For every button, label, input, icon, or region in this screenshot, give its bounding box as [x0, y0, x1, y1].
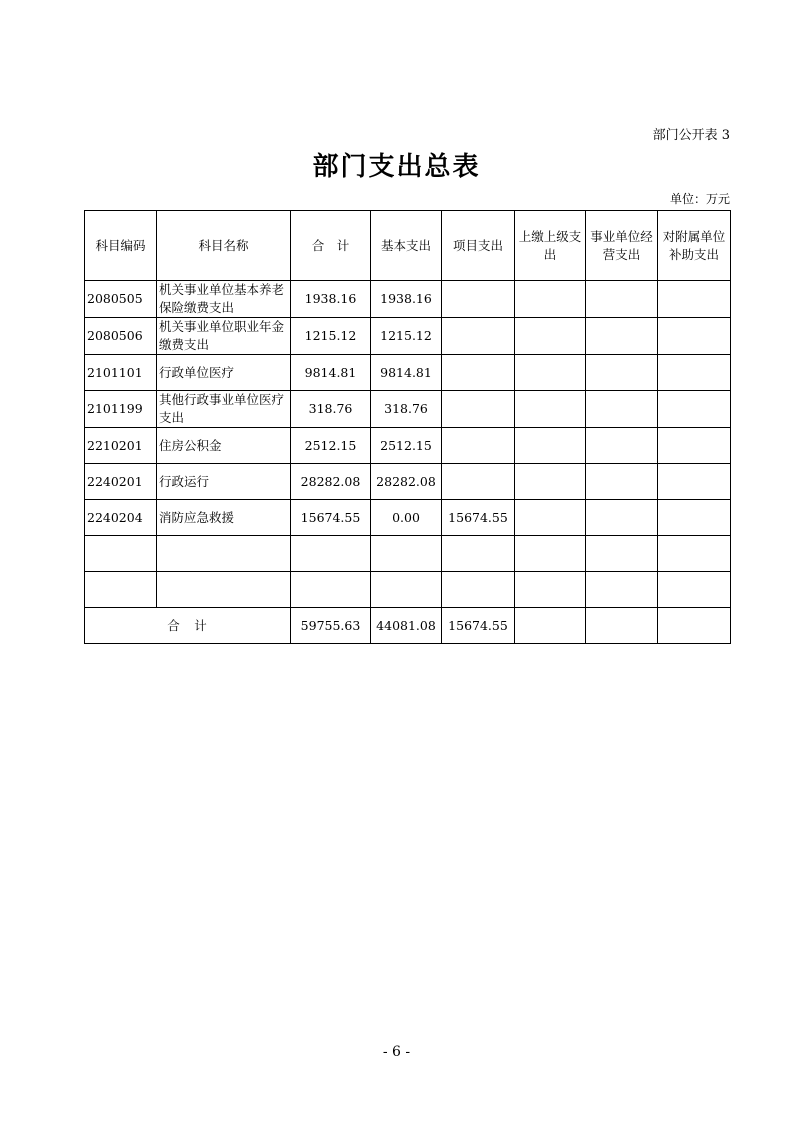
- row-basic: 1938.16: [371, 281, 442, 318]
- row-basic: 0.00: [371, 500, 442, 536]
- row-project: 15674.55: [442, 500, 515, 536]
- row-project: [442, 428, 515, 464]
- row-code: 2101199: [85, 391, 157, 428]
- row-code: [85, 536, 157, 572]
- row-upper: [515, 500, 586, 536]
- header-project: 项目支出: [442, 211, 515, 281]
- row-subsidy: [658, 318, 731, 355]
- row-project: [442, 572, 515, 608]
- row-code: 2240201: [85, 464, 157, 500]
- row-business: [586, 318, 658, 355]
- row-project: [442, 391, 515, 428]
- row-subsidy: [658, 536, 731, 572]
- row-total: 9814.81: [291, 355, 371, 391]
- row-total: 15674.55: [291, 500, 371, 536]
- header-upper: 上缴上级支出: [515, 211, 586, 281]
- row-upper: [515, 572, 586, 608]
- unit-label: 单位：万元: [669, 192, 730, 206]
- row-subsidy: [658, 355, 731, 391]
- row-name: 机关事业单位职业年金缴费支出: [157, 318, 291, 355]
- row-basic: 318.76: [371, 391, 442, 428]
- header-business: 事业单位经营支出: [586, 211, 658, 281]
- row-project: [442, 318, 515, 355]
- row-business: [586, 464, 658, 500]
- row-basic: 1215.12: [371, 318, 442, 355]
- row-name: [157, 572, 291, 608]
- row-upper: [515, 355, 586, 391]
- total-label: 合 计: [85, 608, 291, 644]
- row-project: [442, 464, 515, 500]
- row-name: 住房公积金: [157, 428, 291, 464]
- row-total: 1938.16: [291, 281, 371, 318]
- row-project: [442, 536, 515, 572]
- row-upper: [515, 464, 586, 500]
- header-basic: 基本支出: [371, 211, 442, 281]
- table-label: 部门公开表 3: [652, 128, 730, 143]
- row-business: [586, 536, 658, 572]
- total-project: 15674.55: [442, 608, 515, 644]
- table-row: [85, 428, 731, 464]
- row-subsidy: [658, 464, 731, 500]
- row-business: [586, 572, 658, 608]
- row-code: 2101101: [85, 355, 157, 391]
- row-code: 2240204: [85, 500, 157, 536]
- row-name: 行政单位医疗: [157, 355, 291, 391]
- row-name: 其他行政事业单位医疗支出: [157, 391, 291, 428]
- expense-table: [84, 210, 731, 644]
- header-code: 科目编码: [85, 211, 157, 281]
- row-name: 行政运行: [157, 464, 291, 500]
- row-subsidy: [658, 391, 731, 428]
- row-name: 机关事业单位基本养老保险缴费支出: [157, 281, 291, 318]
- page-number: - 6 -: [382, 1044, 411, 1060]
- row-basic: [371, 536, 442, 572]
- row-total: [291, 536, 371, 572]
- row-code: 2080506: [85, 318, 157, 355]
- total-business: [586, 608, 658, 644]
- table-row: [85, 500, 731, 536]
- header-total: 合 计: [291, 211, 371, 281]
- header-subsidy: 对附属单位补助支出: [658, 211, 731, 281]
- row-basic: 28282.08: [371, 464, 442, 500]
- row-total: 2512.15: [291, 428, 371, 464]
- row-subsidy: [658, 500, 731, 536]
- row-subsidy: [658, 428, 731, 464]
- row-upper: [515, 536, 586, 572]
- row-business: [586, 500, 658, 536]
- row-basic: 9814.81: [371, 355, 442, 391]
- row-basic: [371, 572, 442, 608]
- table-row: [85, 391, 731, 428]
- row-business: [586, 281, 658, 318]
- row-subsidy: [658, 281, 731, 318]
- total-subsidy: [658, 608, 731, 644]
- page-title: 部门支出总表: [312, 152, 481, 182]
- row-basic: 2512.15: [371, 428, 442, 464]
- row-business: [586, 391, 658, 428]
- header-name: 科目名称: [157, 211, 291, 281]
- table-row: [85, 572, 731, 608]
- table-row: [85, 536, 731, 572]
- row-upper: [515, 428, 586, 464]
- row-upper: [515, 391, 586, 428]
- total-row: [85, 608, 731, 644]
- row-project: [442, 355, 515, 391]
- table-header-row: [85, 211, 731, 281]
- row-total: 1215.12: [291, 318, 371, 355]
- row-total: 28282.08: [291, 464, 371, 500]
- row-total: [291, 572, 371, 608]
- row-code: [85, 572, 157, 608]
- row-name: 消防应急救援: [157, 500, 291, 536]
- row-total: 318.76: [291, 391, 371, 428]
- total-upper: [515, 608, 586, 644]
- total-total: 59755.63: [291, 608, 371, 644]
- row-upper: [515, 281, 586, 318]
- table-row: [85, 355, 731, 391]
- row-business: [586, 355, 658, 391]
- row-upper: [515, 318, 586, 355]
- table-row: [85, 281, 731, 318]
- row-name: [157, 536, 291, 572]
- row-project: [442, 281, 515, 318]
- row-code: 2080505: [85, 281, 157, 318]
- table-row: [85, 464, 731, 500]
- row-business: [586, 428, 658, 464]
- row-subsidy: [658, 572, 731, 608]
- total-basic: 44081.08: [371, 608, 442, 644]
- row-code: 2210201: [85, 428, 157, 464]
- table-row: [85, 318, 731, 355]
